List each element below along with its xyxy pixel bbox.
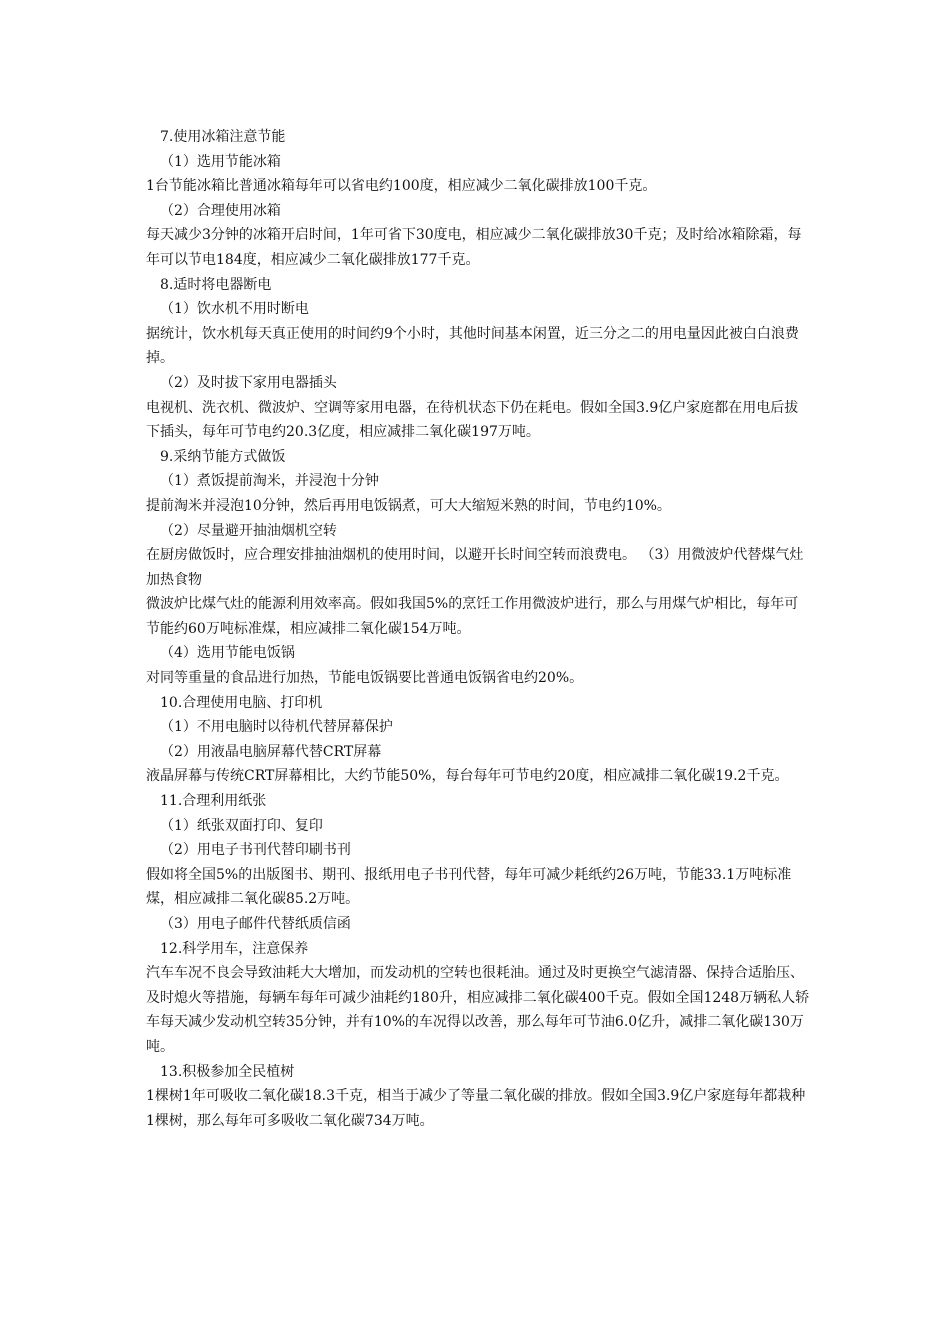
body-paragraph: 1台节能冰箱比普通冰箱每年可以省电约100度，相应减少二氧化碳排放100千克。 [146, 178, 657, 195]
body-paragraph: 在厨房做饭时，应合理安排抽油烟机的使用时间，以避开长时间空转而浪费电。 （3）用微波炉代替煤气灶加热食物 [146, 547, 804, 588]
section-heading: 11.合理利用纸张 [160, 793, 267, 810]
section-heading: 10.合理使用电脑、打印机 [160, 694, 323, 711]
subsection-heading: （1）煮饭提前淘米，并浸泡十分钟 [160, 473, 379, 490]
section-heading: 8.适时将电器断电 [160, 276, 272, 293]
subsection-heading: （1）纸张双面打印、复印 [160, 817, 323, 834]
subsection-heading: （2）及时拔下家用电器插头 [160, 374, 337, 391]
section-heading: 7.使用冰箱注意节能 [160, 129, 286, 145]
subsection-heading: （2）尽量避开抽油烟机空转 [160, 522, 337, 539]
subsection-heading: （1）不用电脑时以待机代替屏幕保护 [160, 719, 393, 736]
subsection-heading: （2）合理使用冰箱 [160, 202, 281, 219]
subsection-heading: （1）选用节能冰箱 [160, 153, 281, 170]
subsection-heading: （2）用电子书刊代替印刷书刊 [160, 842, 351, 859]
body-paragraph: 电视机、洗衣机、微波炉、空调等家用电器，在待机状态下仍在耗电。假如全国3.9亿户家庭都在用电后拔下插头，每年可节电约20.3亿度，相应减排二氧化碳197万吨。 [146, 399, 799, 441]
body-paragraph: 微波炉比煤气灶的能源利用效率高。假如我国5%的烹饪工作用微波炉进行，那么与用煤气炉相比，每年可节能约60万吨标准煤，相应减排二氧化碳154万吨。 [146, 596, 799, 637]
section-heading: 9.采纳节能方式做饭 [160, 448, 286, 465]
subsection-heading: （2）用液晶电脑屏幕代替CRT屏幕 [160, 743, 382, 760]
subsection-heading: （4）选用节能电饭锅 [160, 645, 295, 662]
section-heading: 13.积极参加全民植树 [160, 1063, 295, 1080]
document-body [146, 125, 810, 1133]
body-paragraph: 每天减少3分钟的冰箱开启时间，1年可省下30度电，相应减少二氧化碳排放30千克；及时给冰箱除霜，每年可以节电184度，相应减少二氧化碳排放177千克。 [146, 227, 802, 268]
body-paragraph: 提前淘米并浸泡10分钟，然后再用电饭锅煮，可大大缩短米熟的时间，节电约10%。 [146, 497, 671, 514]
body-paragraph: 汽车车况不良会导致油耗大大增加，而发动机的空转也很耗油。通过及时更换空气滤清器、保持合适胎压、及时熄火等措施，每辆车每年可减少油耗约180升，相应减排二氧化碳400千克。假如全国1248万辆私人轿车每天减少发动机空转35分钟，并有10%的车况得以改善，那么每年可节油6.0亿升，减排二氧化碳130万吨。 [146, 965, 810, 1055]
section-heading: 12.科学用车，注意保养 [160, 940, 309, 957]
body-paragraph: 1棵树1年可吸收二氧化碳18.3千克，相当于减少了等量二氧化碳的排放。假如全国3.9亿户家庭每年都栽种1棵树，那么每年可多吸收二氧化碳734万吨。 [146, 1088, 806, 1129]
body-paragraph: 对同等重量的食品进行加热，节能电饭锅要比普通电饭锅省电约20%。 [146, 670, 584, 687]
body-paragraph: 假如将全国5%的出版图书、期刊、报纸用电子书刊代替，每年可减少耗纸约26万吨，节能33.1万吨标准煤，相应减排二氧化碳85.2万吨。 [146, 866, 792, 908]
subsection-heading: （3）用电子邮件代替纸质信函 [160, 916, 351, 932]
body-paragraph: 液晶屏幕与传统CRT屏幕相比，大约节能50%，每台每年可节电约20度，相应减排二氧化碳19.2千克。 [146, 768, 789, 785]
subsection-heading: （1）饮水机不用时断电 [160, 301, 309, 318]
body-paragraph: 据统计，饮水机每天真正使用的时间约9个小时，其他时间基本闲置，近三分之二的用电量因此被白白浪费掉。 [146, 325, 799, 367]
